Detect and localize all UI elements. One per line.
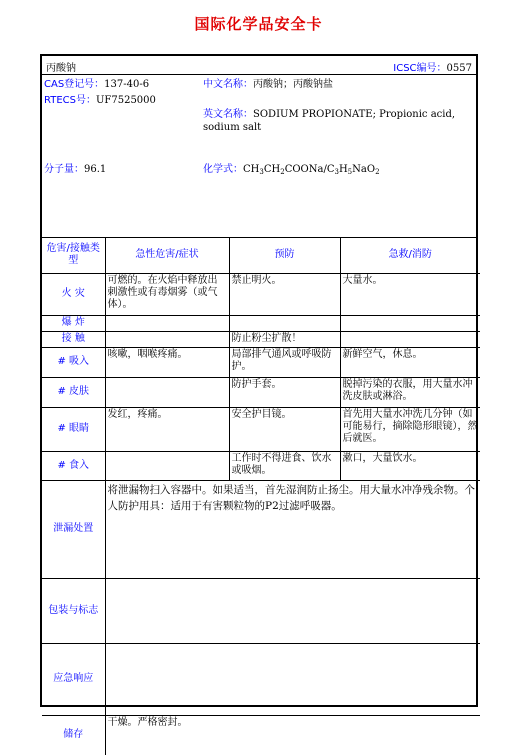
table-row-skin [42,377,480,407]
mw-value: 96.1 [84,164,107,175]
identification-block [42,75,476,238]
icsc-label: ICSC编号： [393,63,447,74]
row-first-aid: 新鲜空气，休息。 [340,347,480,377]
row-prevention: 禁止明火。 [229,273,340,315]
row-first-aid: 首先用大量水冲洗几分钟（如可能易行，摘除隐形眼镜），然后就医。 [340,407,480,451]
row-first-aid: 漱口，大量饮水。 [340,451,480,480]
section-text [105,643,480,715]
section-storage [42,715,480,755]
row-prevention: 防止粉尘扩散！ [229,331,340,347]
row-label: # 皮肤 [42,377,105,407]
header-hazard-type: 危害/接触类型 [42,238,105,273]
row-symptom [105,377,229,407]
table-row-explosion [42,315,480,331]
mw-line [44,163,106,176]
row-label: 火 灾 [42,273,105,315]
section-spill [42,480,480,578]
table-header-row [42,238,480,273]
cn-name-label: 中文名称： [203,79,253,90]
row-prevention: 防护手套。 [229,377,340,407]
row-prevention: 局部排气通风或呼吸防护。 [229,347,340,377]
row-label: # 吸入 [42,347,105,377]
row-symptom [105,315,229,331]
table-row-fire [42,273,480,315]
table-row-inhalation [42,347,480,377]
section-label: 泄漏处置 [42,480,105,578]
chemical-name: 丙酸钠 [46,63,76,74]
formula-label: 化学式： [203,164,243,175]
row-prevention [229,315,340,331]
header-first-aid: 急救/消防 [340,238,480,273]
rtecs-label: RTECS号： [44,95,96,106]
row-first-aid: 大量水。 [340,273,480,315]
section-label: 应急响应 [42,643,105,715]
card-header [42,56,476,75]
mw-label: 分子量： [44,164,84,175]
row-label: # 眼睛 [42,407,105,451]
table-row-exposure [42,331,480,347]
row-first-aid [340,315,480,331]
formula-line [203,163,380,176]
section-text: 干燥。严格密封。 [105,715,480,755]
section-text: 将泄漏物扫入容器中。如果适当，首先湿润防止扬尘。用大量水冲净残余物。个人防护用具：适用于有害颗粒物的P2过滤呼吸器。 [105,480,480,578]
en-name-value: SODIUM PROPIONATE; Propionic acid, sodium salt [203,109,456,133]
rtecs-value: UF7525000 [95,95,156,106]
section-packaging [42,578,480,643]
section-label: 储存 [42,715,105,755]
header-prevention: 预防 [229,238,340,273]
icsc-number [393,59,472,74]
row-label: 爆 炸 [42,315,105,331]
cn-name-value: 丙酸钠；丙酸钠盐 [253,79,333,90]
en-name-line [203,108,475,134]
row-prevention: 工作时不得进食、饮水或吸烟。 [229,451,340,480]
cas-line [44,78,149,91]
row-symptom: 可燃的。在火焰中释放出刺激性或有毒烟雾（或气体）。 [105,273,229,315]
table-row-eyes [42,407,480,451]
row-label: 接 触 [42,331,105,347]
cas-value: 137-40-6 [104,79,150,90]
row-symptom [105,331,229,347]
safety-card [40,54,478,741]
section-text [105,578,480,643]
header-symptoms: 急性危害/症状 [105,238,229,273]
rtecs-line [44,94,156,107]
row-label: # 食入 [42,451,105,480]
row-symptom: 咳嗽，咽喉疼痛。 [105,347,229,377]
row-first-aid: 脱掉污染的衣服，用大量水冲洗皮肤或淋浴。 [340,377,480,407]
section-emergency [42,643,480,715]
cn-name-line [203,78,333,91]
row-symptom [105,451,229,480]
icsc-value: 0557 [446,63,472,74]
row-first-aid [340,331,480,347]
section-label: 包装与标志 [42,578,105,643]
cas-label: CAS登记号： [44,79,105,90]
card-title: 国际化学品安全卡 [194,15,323,33]
table-row-ingestion [42,451,480,480]
formula-value: $CH_3CH_2COONa/C_3H_5NaO_2$ [243,164,380,176]
row-prevention: 安全护目镜。 [229,407,340,451]
en-name-label: 英文名称： [203,109,253,120]
hazard-table [42,238,480,755]
row-symptom: 发红，疼痛。 [105,407,229,451]
